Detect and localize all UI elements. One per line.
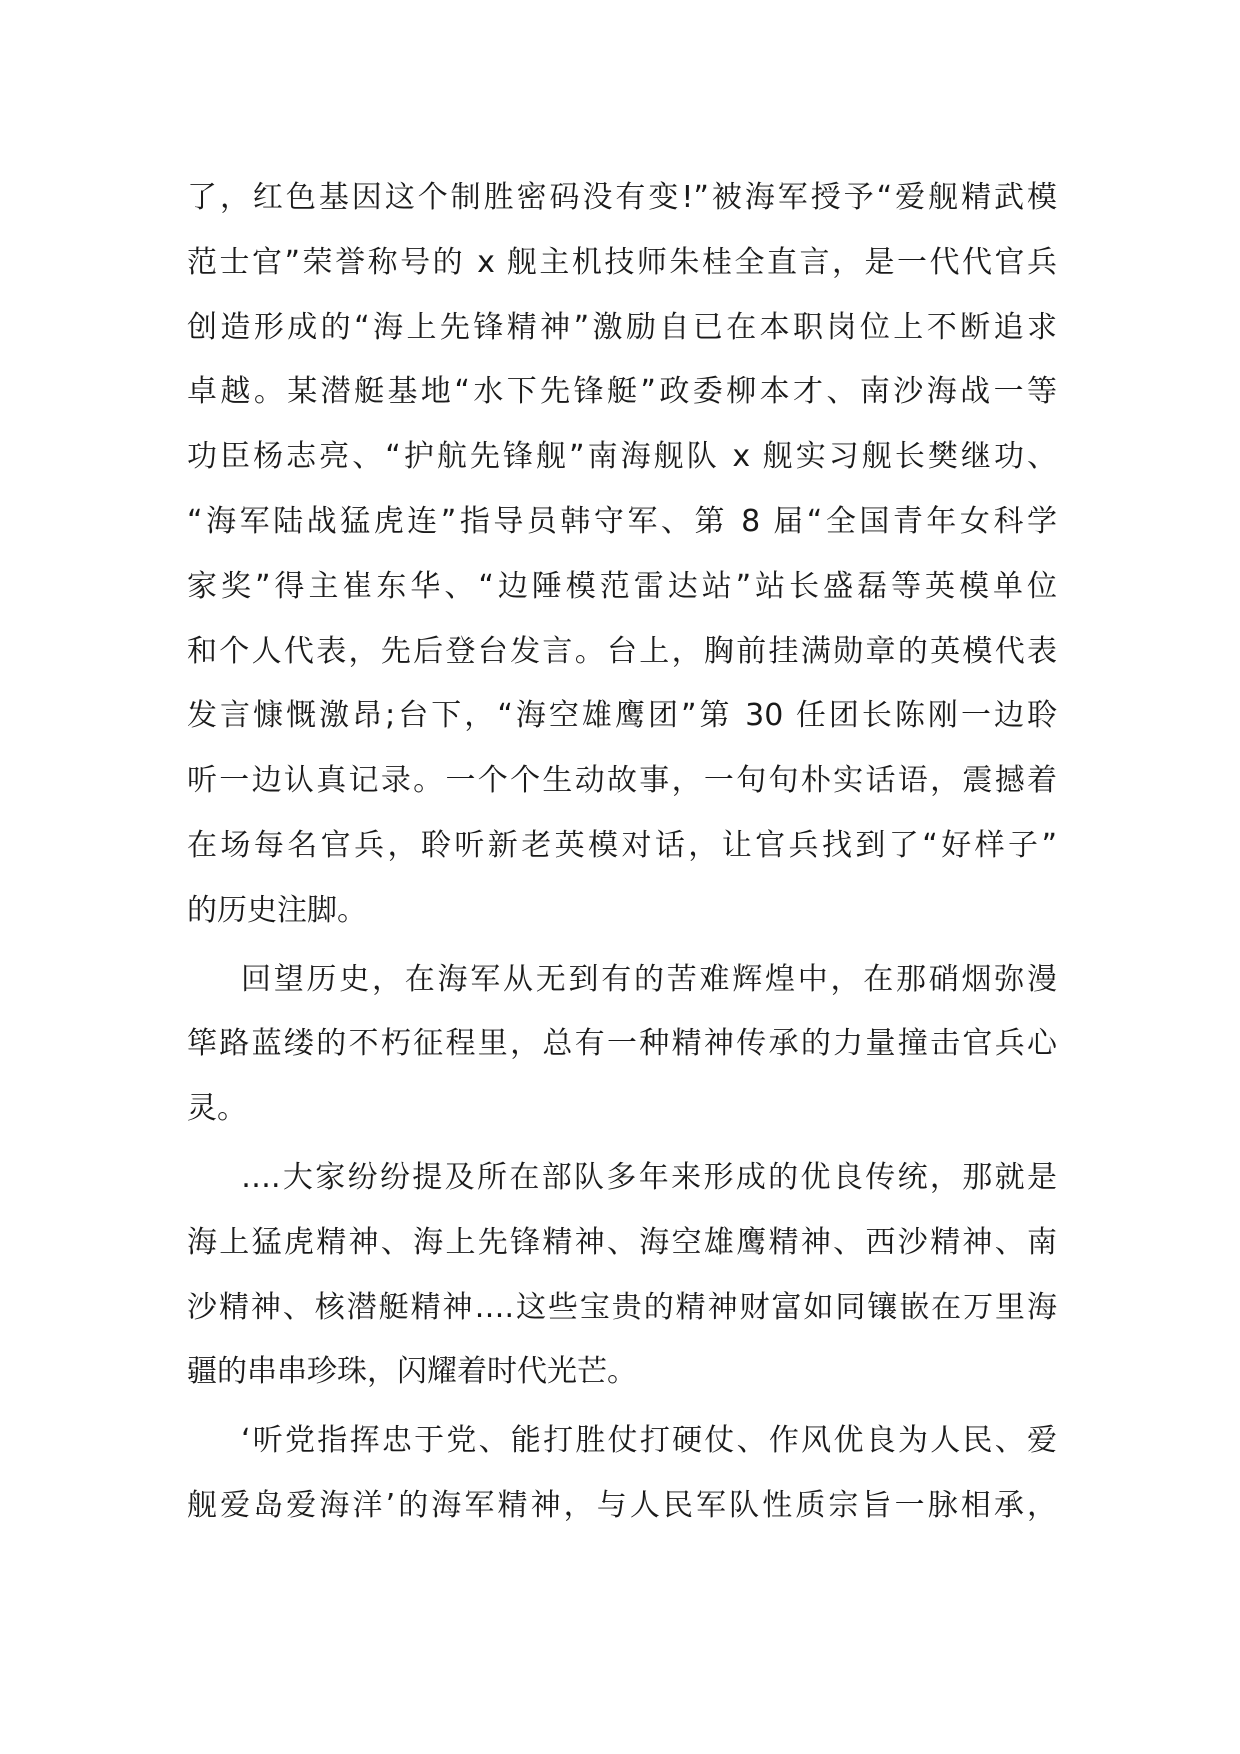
text-line: 和个人代表，先后登台发言。台上，胸前挂满勋章的英模代表 [187,633,1057,669]
text-line: 灵。 [187,1091,247,1127]
text-line: 家奖”得主崔东华、“边陲模范雷达站”站长盛磊等英模单位 [187,568,1057,604]
text-line: 范士官”荣誉称号的 x 舰主机技师朱桂全直言，是一代代官兵 [187,244,1057,280]
paragraph-1 [187,166,1057,944]
text-line: 回望历史，在海军从无到有的苦难辉煌中，在那硝烟弥漫 [241,961,1057,997]
text-line: 海上猛虎精神、海上先锋精神、海空雄鹰精神、西沙精神、南 [187,1224,1057,1260]
text-line: 卓越。某潜艇基地“水下先锋艇”政委柳本才、南沙海战一等 [187,374,1057,410]
text-line: 舰爱岛爱海洋’的海军精神，与人民军队性质宗旨一脉相承， [187,1487,1057,1523]
text-line: 沙精神、核潜艇精神….这些宝贵的精神财富如同镶嵌在万里海 [187,1289,1057,1325]
text-line: ….大家纷纷提及所在部队多年来形成的优良传统，那就是 [241,1159,1057,1195]
text-line: 功臣杨志亮、“护航先锋舰”南海舰队 x 舰实习舰长樊继功、 [187,439,1057,475]
text-line: 了，红色基因这个制胜密码没有变!”被海军授予“爱舰精武模 [187,180,1057,215]
text-line: 创造形成的“海上先锋精神”激励自已在本职岗位上不断追求 [187,309,1057,345]
text-line: 在场每名官兵，聆听新老英模对话，让官兵找到了“好样子” [187,827,1057,863]
paragraph-2 [187,948,1057,1142]
paragraph-4 [187,1409,1057,1539]
text-line: ‘听党指挥忠于党、能打胜仗打硬仗、作风优良为人民、爱 [241,1423,1057,1459]
text-line: 筚路蓝缕的不朽征程里，总有一种精神传承的力量撞击官兵心 [187,1026,1057,1062]
text-line: “海军陆战猛虎连”指导员韩守军、第 8 届“全国青年女科学 [187,503,1057,539]
paragraph-3 [187,1146,1057,1405]
text-line: 听一边认真记录。一个个生动故事，一句句朴实话语，震撼着 [187,763,1057,799]
document-body [187,166,1057,1539]
text-line: 疆的串串珍珠，闪耀着时代光芒。 [187,1354,637,1390]
text-line: 发言慷慨激昂;台下，“海空雄鹰团”第 30 任团长陈刚一边聆 [187,698,1057,734]
text-line: 的历史注脚。 [187,892,367,928]
